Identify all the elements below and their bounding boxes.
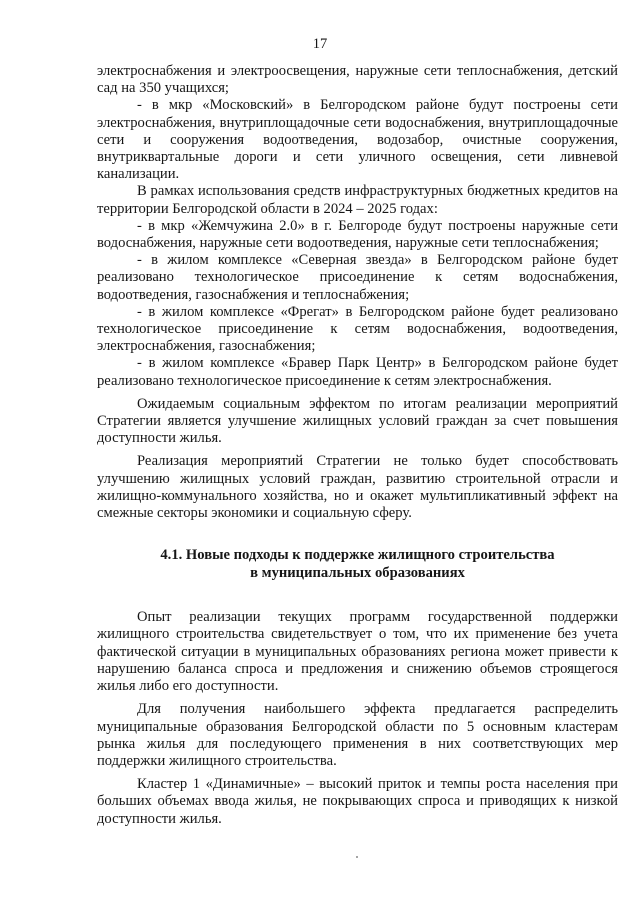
- paragraph-braver-park: - в жилом комплексе «Бравер Парк Центр» в Белгородском районе будет реализовано технологическое присоединение к сетям электроснабжения.: [97, 355, 618, 389]
- document-body: [97, 63, 618, 828]
- paragraph-moskovsky: - в мкр «Московский» в Белгородском районе будут построены сети электроснабжения, внутриплощадочные сети водоснабжения, внутриплощадочные сети и сооружения водоотведения, водозабор, очистные сооружения, внутриквартальные дороги и сети уличного освещения, сети ливневой канализации.: [97, 97, 618, 183]
- paragraph-infrastructure-credits: В рамках использования средств инфраструктурных бюджетных кредитов на территории Белгородской области в 2024 – 2025 годах:: [97, 183, 618, 217]
- paragraph-severnaya-zvezda: - в жилом комплексе «Северная звезда» в Белгородском районе будет реализовано технологическое присоединение к сетям водоснабжения, водоотведения, газоснабжения и теплоснабжения;: [97, 252, 618, 303]
- page-number: 17: [312, 36, 328, 52]
- paragraph-cluster-1: Кластер 1 «Динамичные» – высокий приток и темпы роста населения при больших объемах ввода жилья, не покрывающих спроса и приводящих к низкой доступности жилья.: [97, 776, 618, 827]
- paragraph-clusters: Для получения наибольшего эффекта предлагается распределить муниципальные образования Белгородской области по 5 основным кластерам рынка жилья для последующего применения в них соответствующих мер поддержки жилищного строительства.: [97, 701, 618, 769]
- paragraph-zhemchuzhina: - в мкр «Жемчужина 2.0» в г. Белгороде будут построены наружные сети водоснабжения, наружные сети водоотведения, наружные сети теплоснабжения;: [97, 217, 618, 252]
- scan-artifact-dot: [356, 856, 358, 858]
- paragraph-social-effect: Ожидаемым социальным эффектом по итогам реализации мероприятий Стратегии является улучшение жилищных условий граждан за счет повышения доступности жилья.: [97, 395, 618, 447]
- section-heading-line-1: 4.1. Новые подходы к поддержке жилищного строительства: [160, 547, 555, 564]
- paragraph-continuation: электроснабжения и электроосвещения, наружные сети теплоснабжения, детский сад на 350 учащихся;: [97, 63, 618, 97]
- section-heading: [97, 547, 618, 582]
- section-heading-line-2: в муниципальных образованиях: [250, 564, 465, 581]
- paragraph-fregat: - в жилом комплексе «Фрегат» в Белгородском районе будет реализовано технологическое присоединение к сетям водоснабжения, водоотведения, электроснабжения, газоснабжения;: [97, 303, 618, 355]
- paragraph-experience: Опыт реализации текущих программ государственной поддержки жилищного строительства свидетельствует о том, что их применение без учета фактической ситуации в муниципальных образованиях региона может привести к нарушению баланса спроса и предложения и снижению объемов строящегося жилья либо его доступности.: [97, 609, 618, 695]
- paragraph-multiplier-effect: Реализация мероприятий Стратегии не только будет способствовать улучшению жилищных условий граждан, развитию строительной отрасли и жилищно-коммунального хозяйства, но и окажет мультипликативный эффект на смежные секторы экономики и социальную сферу.: [97, 453, 618, 522]
